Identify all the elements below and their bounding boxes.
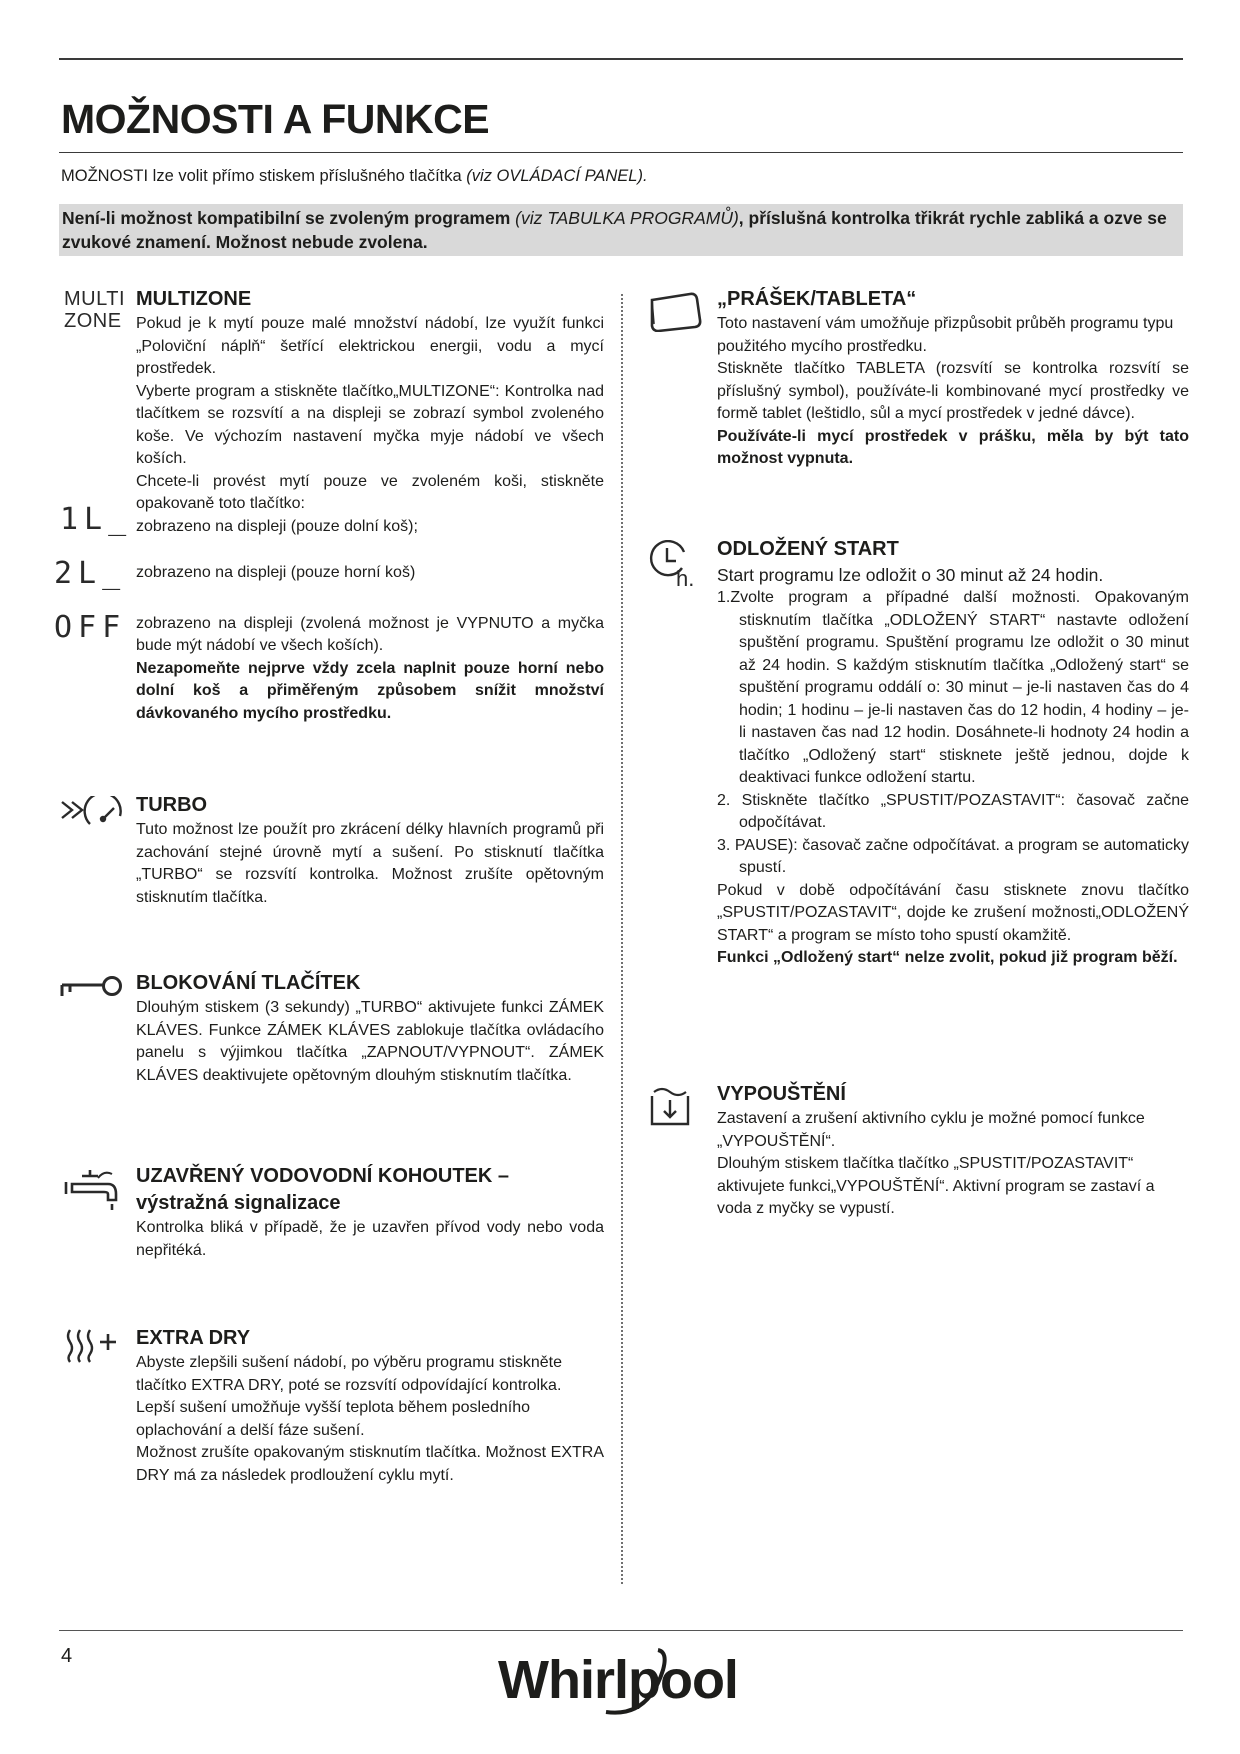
lock-body: Dlouhým stiskem (3 sekundy) „TURBO“ aktivujete funkci ZÁMEK KLÁVES. Funkce ZÁMEK KLÁVES zablokuje tlačítka ovládacího panelu s výjimkou tlačítka „ZAPNOUT/VYPNOUT“. ZÁMEK KLÁVES deaktivujete opětovným dlouhým stisknutím tlačítka. [136, 999, 604, 1084]
multizone-section [136, 286, 604, 725]
tablet-section [717, 286, 1189, 471]
extradry-title: EXTRA DRY [136, 1327, 251, 1349]
delay-step-1: 1.Zvolte program a případné další možnosti. Opakovaným stisknutím tlačítka „ODLOŽENÝ START“ nastavte odložení spuštění programu. Spuštění programu lze odložit o 30 minut až 24 hodin. S každým stisknutím tlačítka „Odložený start“ se spuštění programu oddálí o: 30 minut – je-li nastaven čas do 4 hodin; 1 hodinu – je-li nastaven čas do 12 hodin, 4 hodiny – je-li nastaven čas nad 12 hodin. Dosáhnete-li hodnoty 24 hodin a tlačítko „Odložený start“ stisknete ještě jednou, dojde k deaktivaci funkce odložení startu. [717, 589, 1189, 786]
drain-p1: Zastavení a zrušení aktivního cyklu je možné pomocí funkce „VYPOUŠTĚNÍ“. [717, 1110, 1145, 1150]
multizone-opt3: zobrazeno na displeji (zvolená možnost je VYPNUTO a myčka bude mýt nádobí ve všech koších). [136, 614, 604, 654]
extradry-section [136, 1325, 604, 1487]
display-upper-basket-icon: 2L_ [54, 556, 127, 591]
turbo-title: TURBO [136, 794, 208, 816]
extradry-body [136, 1352, 604, 1487]
water-tap-icon [64, 1166, 124, 1214]
multizone-body [136, 313, 604, 725]
tablet-p2: Stiskněte tlačítko TABLETA (rozsvítí se kontrolka rozsvítí se příslušný symbol), používáte-li kombinované mycí prostředky ve formě tablet (leštidlo, sůl a mycí prostředek v jedné dávce). [717, 360, 1189, 422]
warning-part2: , příslušná kontrolka třikrát rychle zabliká a ozve se zvukové znamení. Možnost nebude zvolena. [62, 208, 1167, 252]
multizone-p1: Pokud je k mytí pouze malé množství nádobí, lze využít funkci „Poloviční náplň“ šetřící elektrickou energii, vodu a mycí prostředek. [136, 315, 604, 377]
top-rule [59, 58, 1183, 60]
incompatibility-warning [59, 204, 1183, 256]
drain-section [717, 1081, 1189, 1221]
multizone-title: MULTIZONE [136, 288, 252, 310]
multizone-icon-line2: ZONE [64, 310, 122, 332]
multizone-opt1: zobrazeno na displeji (pouze dolní koš); [136, 517, 418, 535]
tablet-icon [648, 290, 704, 332]
multizone-note: Nezapomeňte nejprve vždy zcela naplnit pouze horní nebo dolní koš a přiměřeným způsobem snížit množství dávkovaného mycího prostředku. [136, 659, 604, 722]
page-title: MOŽNOSTI A FUNKCE [61, 96, 490, 142]
warning-ref: (viz TABULKA PROGRAMŮ) [515, 208, 739, 228]
drain-icon [650, 1084, 700, 1130]
turbo-icon [60, 796, 122, 830]
drain-body [717, 1108, 1189, 1221]
extradry-p2: Možnost zrušíte opakovaným stisknutím tlačítka. Možnost EXTRA DRY má za následek prodloužení cyklu mytí. [136, 1444, 604, 1484]
warning-part1: Není-li možnost kompatibilní se zvoleným programem [62, 208, 511, 228]
delay-step-3: 3. PAUSE): časovač začne odpočítávat. a program se automaticky spustí. [717, 836, 1189, 876]
multizone-icon-line1: MULTI [64, 288, 126, 310]
page-number: 4 [61, 1645, 73, 1667]
delay-lead: Start programu lze odložit o 30 minut až 24 hodin. [717, 565, 1104, 585]
delay-section [717, 536, 1189, 970]
whirlpool-logo [498, 1640, 748, 1720]
tablet-title: „PRÁŠEK/TABLETA“ [717, 288, 917, 310]
delay-step-2: 2. Stiskněte tlačítko „SPUSTIT/POZASTAVIT“: časovač začne odpočítávat. [717, 791, 1189, 831]
multizone-opt2: zobrazeno na displeji (pouze horní koš) [136, 564, 416, 581]
turbo-section [136, 792, 604, 909]
extradry-p1: Abyste zlepšili sušení nádobí, po výběru programu stiskněte tlačítko EXTRA DRY, poté se rozsvítí odpovídající kontrolka. Lepší sušení umožňuje vyšší teplota během posledního oplachování a delší fáze sušení. [136, 1354, 563, 1439]
tap-section [136, 1163, 604, 1262]
turbo-body: Tuto možnost lze použít pro zkrácení délky hlavních programů při zachování stejné úrovně mytí a sušení. Po stisknutí tlačítka „TURBO“ se rozsvítí kontrolka. Možnost zrušíte opětovným stisknutím tlačítka. [136, 821, 604, 906]
display-lower-basket-icon: 1L_ [60, 502, 133, 537]
intro-text [61, 167, 648, 186]
tap-body: Kontrolka bliká v případě, že je uzavřen přívod vody nebo voda nepřitéká. [136, 1219, 604, 1259]
drain-title: VYPOUŠTĚNÍ [717, 1083, 846, 1105]
lock-title: BLOKOVÁNÍ TLAČÍTEK [136, 972, 361, 994]
intro-main: MOŽNOSTI lze volit přímo stiskem příslušného tlačítka [61, 167, 462, 185]
title-rule [59, 152, 1183, 153]
multizone-icon [64, 288, 128, 332]
display-off-icon: OFF [54, 610, 127, 645]
key-lock-icon [60, 974, 124, 1002]
column-divider [621, 294, 623, 1584]
delay-steps [717, 587, 1189, 880]
lock-section [136, 970, 604, 1087]
delay-clock-icon-label: h. [676, 566, 695, 591]
delay-note: Funkci „Odložený start“ nelze zvolit, pokud již program běží. [717, 949, 1178, 966]
tap-title-line1: UZAVŘENÝ VODOVODNÍ KOHOUTEK – [136, 1165, 509, 1187]
tablet-p1: Toto nastavení vám umožňuje přizpůsobit průběh programu typu použitého mycího prostředku. [717, 315, 1174, 355]
delay-after: Pokud v době odpočítávání času stisknete znovu tlačítko „SPUSTIT/POZASTAVIT“, dojde ke zrušení možnosti„ODLOŽENÝ START“ a program se místo toho spustí okamžitě. [717, 881, 1189, 944]
multizone-p2: Vyberte program a stiskněte tlačítko„MULTIZONE“: Kontrolka nad tlačítkem se rozsvítí a na displeji se zobrazí symbol zvoleného koše. Ve výchozím nastavení myčka myje nádobí ve všech koších. [136, 382, 604, 467]
tablet-note: Používáte-li mycí prostředek v prášku, měla by být tato možnost vypnuta. [717, 427, 1189, 467]
intro-ref: (viz OVLÁDACÍ PANEL). [466, 167, 648, 185]
extra-dry-icon [64, 1328, 120, 1364]
footer-rule [59, 1630, 1183, 1631]
multizone-p3: Chcete-li provést mytí pouze ve zvoleném koši, stiskněte opakovaně toto tlačítko: [136, 472, 604, 512]
delay-title: ODLOŽENÝ START [717, 538, 899, 560]
brand-text: Whirlpool [498, 1650, 738, 1710]
tap-title-line2: výstražná signalizace [136, 1192, 341, 1214]
tablet-body [717, 313, 1189, 471]
drain-p2: Dlouhým stiskem tlačítka tlačítko „SPUSTIT/POZASTAVIT“ aktivujete funkci„VYPOUŠTĚNÍ“. Aktivní program se zastaví a voda z myčky se vypustí. [717, 1155, 1155, 1217]
